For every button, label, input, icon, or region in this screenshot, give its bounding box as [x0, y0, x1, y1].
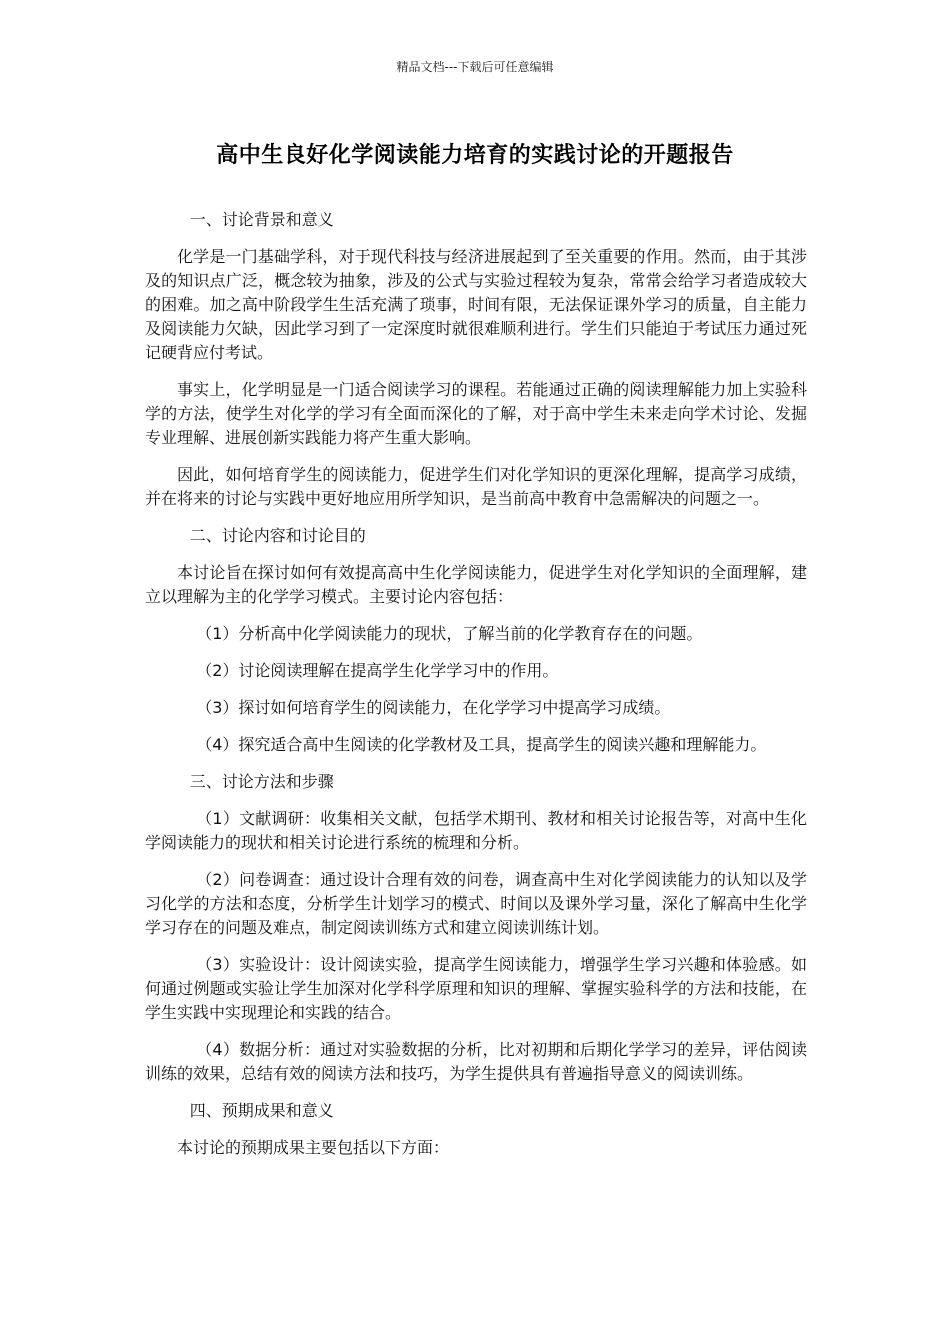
list-item: （2）问卷调查：通过设计合理有效的问卷，调查高中生对化学阅读能力的认知以及学习化学的方法和态度，分析学生计划学习的模式、时间以及课外学习量，深化了解高中生化学学习存在的问题及难点，制定阅读训练方式和建立阅读训练计划。 [145, 870, 807, 937]
paragraph: 因此，如何培育学生的阅读能力，促进学生们对化学知识的更深化理解，提高学习成绩，并在将来的讨论与实践中更好地应用所学知识，是当前高中教育中急需解决的问题之一。 [145, 465, 807, 508]
paragraph: 本讨论的预期成果主要包括以下方面： [177, 1138, 450, 1157]
document-body [145, 208, 807, 1173]
list-item: （4）数据分析：通过对实验数据的分析，比对初期和后期化学学习的差异，评估阅读训练的效果，总结有效的阅读方法和技巧，为学生提供具有普遍指导意义的阅读训练。 [145, 1040, 807, 1083]
paragraph: 化学是一门基础学科，对于现代科技与经济进展起到了至关重要的作用。然而，由于其涉及的知识点广泛，概念较为抽象，涉及的公式与实验过程较为复杂，常常会给学习者造成较大的困难。加之高中阶段学生生活充满了琐事，时间有限，无法保证课外学习的质量，自主能力及阅读能力欠缺，因此学习到了一定深度时就很难顺利进行。学生们只能迫于考试压力通过死记硬背应付考试。 [145, 247, 807, 362]
section-heading-3: 三、讨论方法和步骤 [189, 772, 334, 791]
list-item: （1）文献调研：收集相关文献，包括学术期刊、教材和相关讨论报告等，对高中生化学阅读能力的现状和相关讨论进行系统的梳理和分析。 [145, 809, 807, 852]
list-item: （4）探究适合高中生阅读的化学教材及工具，提高学生的阅读兴趣和理解能力。 [196, 735, 767, 754]
document-title: 高中生良好化学阅读能力培育的实践讨论的开题报告 [216, 143, 734, 168]
list-item: （1）分析高中化学阅读能力的现状，了解当前的化学教育存在的问题。 [196, 624, 703, 643]
section-heading-4: 四、预期成果和意义 [189, 1101, 334, 1120]
list-item: （2）讨论阅读理解在提高学生化学学习中的作用。 [196, 661, 559, 680]
paragraph: 本讨论旨在探讨如何有效提高高中生化学阅读能力，促进学生对化学知识的全面理解，建立以理解为主的化学学习模式。主要讨论内容包括： [145, 563, 807, 606]
section-heading-1: 一、讨论背景和意义 [189, 210, 334, 229]
page-header: 精品文档---下载后可任意编辑 [396, 60, 554, 74]
paragraph: 事实上，化学明显是一门适合阅读学习的课程。若能通过正确的阅读理解能力加上实验科学的方法，使学生对化学的学习有全面而深化的了解，对于高中学生未来走向学术讨论、发掘专业理解、进展创新实践能力将产生重大影响。 [145, 380, 807, 447]
section-heading-2: 二、讨论内容和讨论目的 [189, 526, 366, 545]
list-item: （3）探讨如何培育学生的阅读能力，在化学学习中提高学习成绩。 [196, 698, 671, 717]
list-item: （3）实验设计：设计阅读实验，提高学生阅读能力，增强学生学习兴趣和体验感。如何通过例题或实验让学生加深对化学科学原理和知识的理解、掌握实验科学的方法和技能，在学生实践中实现理论和实践的结合。 [145, 955, 807, 1022]
